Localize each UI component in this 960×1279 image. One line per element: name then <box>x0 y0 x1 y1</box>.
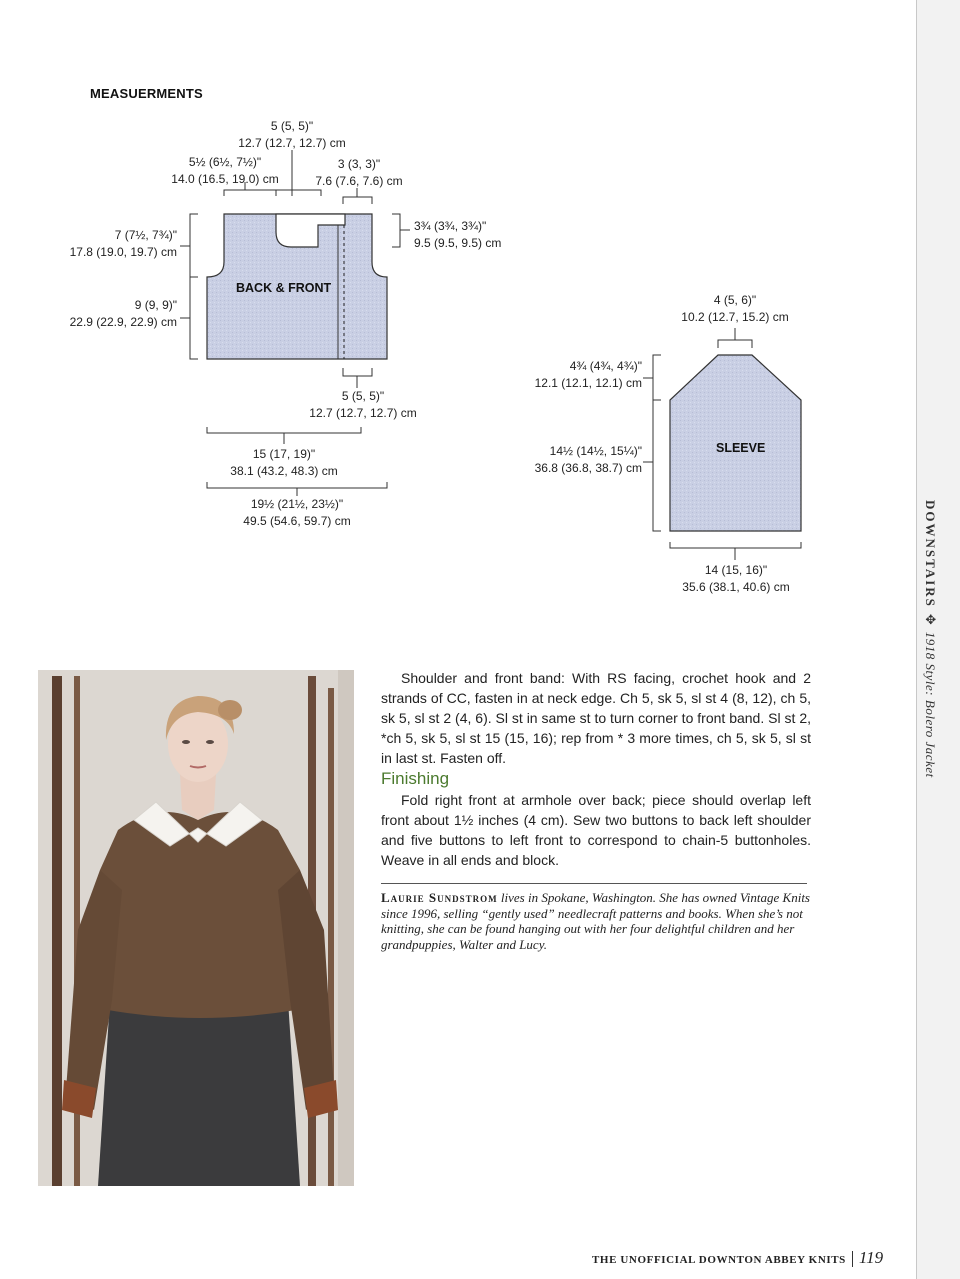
sleeve-piece-label: SLEEVE <box>716 441 766 455</box>
ornament-icon: ✥ <box>923 613 938 626</box>
footer-separator <box>852 1251 853 1267</box>
dim-front-band: 3 (3, 3)" 7.6 (7.6, 7.6) cm <box>315 157 403 188</box>
measurements-heading: MEASUERMENTS <box>90 86 203 101</box>
dim-overlap: 5 (5, 5)" 12.7 (12.7, 12.7) cm <box>309 389 417 420</box>
bio-text: lives in Spokane, Washington. She has owned Vintage Knits since 1996, selling “gently used” needlecraft patterns and books. When she’s not knitting, she can be found hanging out with her four delightful children and her grandpuppies, Walter and Lucy. <box>381 890 810 952</box>
dim-neck-top: 5 (5, 5)" 12.7 (12.7, 12.7) cm <box>238 119 346 150</box>
finishing-paragraph: Fold right front at armhole over back; piece should overlap left front about 1½ inches (4 cm). Sew two buttons to back left shoulder and five buttons to left front to correspond to chain-5 buttonholes. Weave in all ends and block. <box>381 792 811 868</box>
model-photo-illustration <box>38 670 354 1186</box>
author-bio <box>381 890 813 952</box>
shoulder-band-paragraph: Shoulder and front band: With RS facing, crochet hook and 2 strands of CC, fasten in at neck edge. Ch 5, sk 5, sl st 4 (8, 12), ch 5, sk 5, sl st 2 (4, 6). Sl st in same st to turn corner to front band. Sl st 2, *ch 5, sk 5, sl st 15 (15, 16); rep from * 3 more times, ch 5, sk 5, sl st in last st. Fasten off. <box>381 670 811 766</box>
author-name: Laurie Sundstrom <box>381 890 498 905</box>
page-number: 119 <box>858 1248 884 1267</box>
page-footer <box>592 1248 883 1268</box>
bio-divider <box>381 883 807 884</box>
body-piece-label: BACK & FRONT <box>236 281 332 295</box>
dim-total-width: 19½ (21½, 23½)" 49.5 (54.6, 59.7) cm <box>243 497 351 528</box>
finishing-heading: Finishing <box>381 769 450 788</box>
dim-side: 9 (9, 9)" 22.9 (22.9, 22.9) cm <box>69 298 177 329</box>
dim-armhole: 7 (7½, 7¾)" 17.8 (19.0, 19.7) cm <box>69 228 177 259</box>
dim-neck-depth: 3¾ (3¾, 3¾)" 9.5 (9.5, 9.5) cm <box>414 219 502 250</box>
section-name: DOWNSTAIRS <box>923 500 938 608</box>
book-title: THE UNOFFICIAL DOWNTON ABBEY KNITS <box>592 1254 846 1266</box>
dim-sleeve-top: 4 (5, 6)" 10.2 (12.7, 15.2) cm <box>681 293 789 324</box>
model-photo <box>38 670 354 1186</box>
dim-width: 15 (17, 19)" 38.1 (43.2, 48.3) cm <box>230 447 338 478</box>
dim-sleeve-width: 14 (15, 16)" 35.6 (38.1, 40.6) cm <box>682 563 790 594</box>
dim-shoulder: 5½ (6½, 7½)" 14.0 (16.5, 19.0) cm <box>171 155 279 186</box>
dim-sleeve-cap: 4¾ (4¾, 4¾)" 12.1 (12.1, 12.1) cm <box>534 359 642 390</box>
dim-sleeve-length: 14½ (14½, 15¼)" 36.8 (36.8, 38.7) cm <box>534 444 642 475</box>
pattern-name: 1918 Style: Bolero Jacket <box>923 631 938 778</box>
instructions-text <box>381 668 811 870</box>
